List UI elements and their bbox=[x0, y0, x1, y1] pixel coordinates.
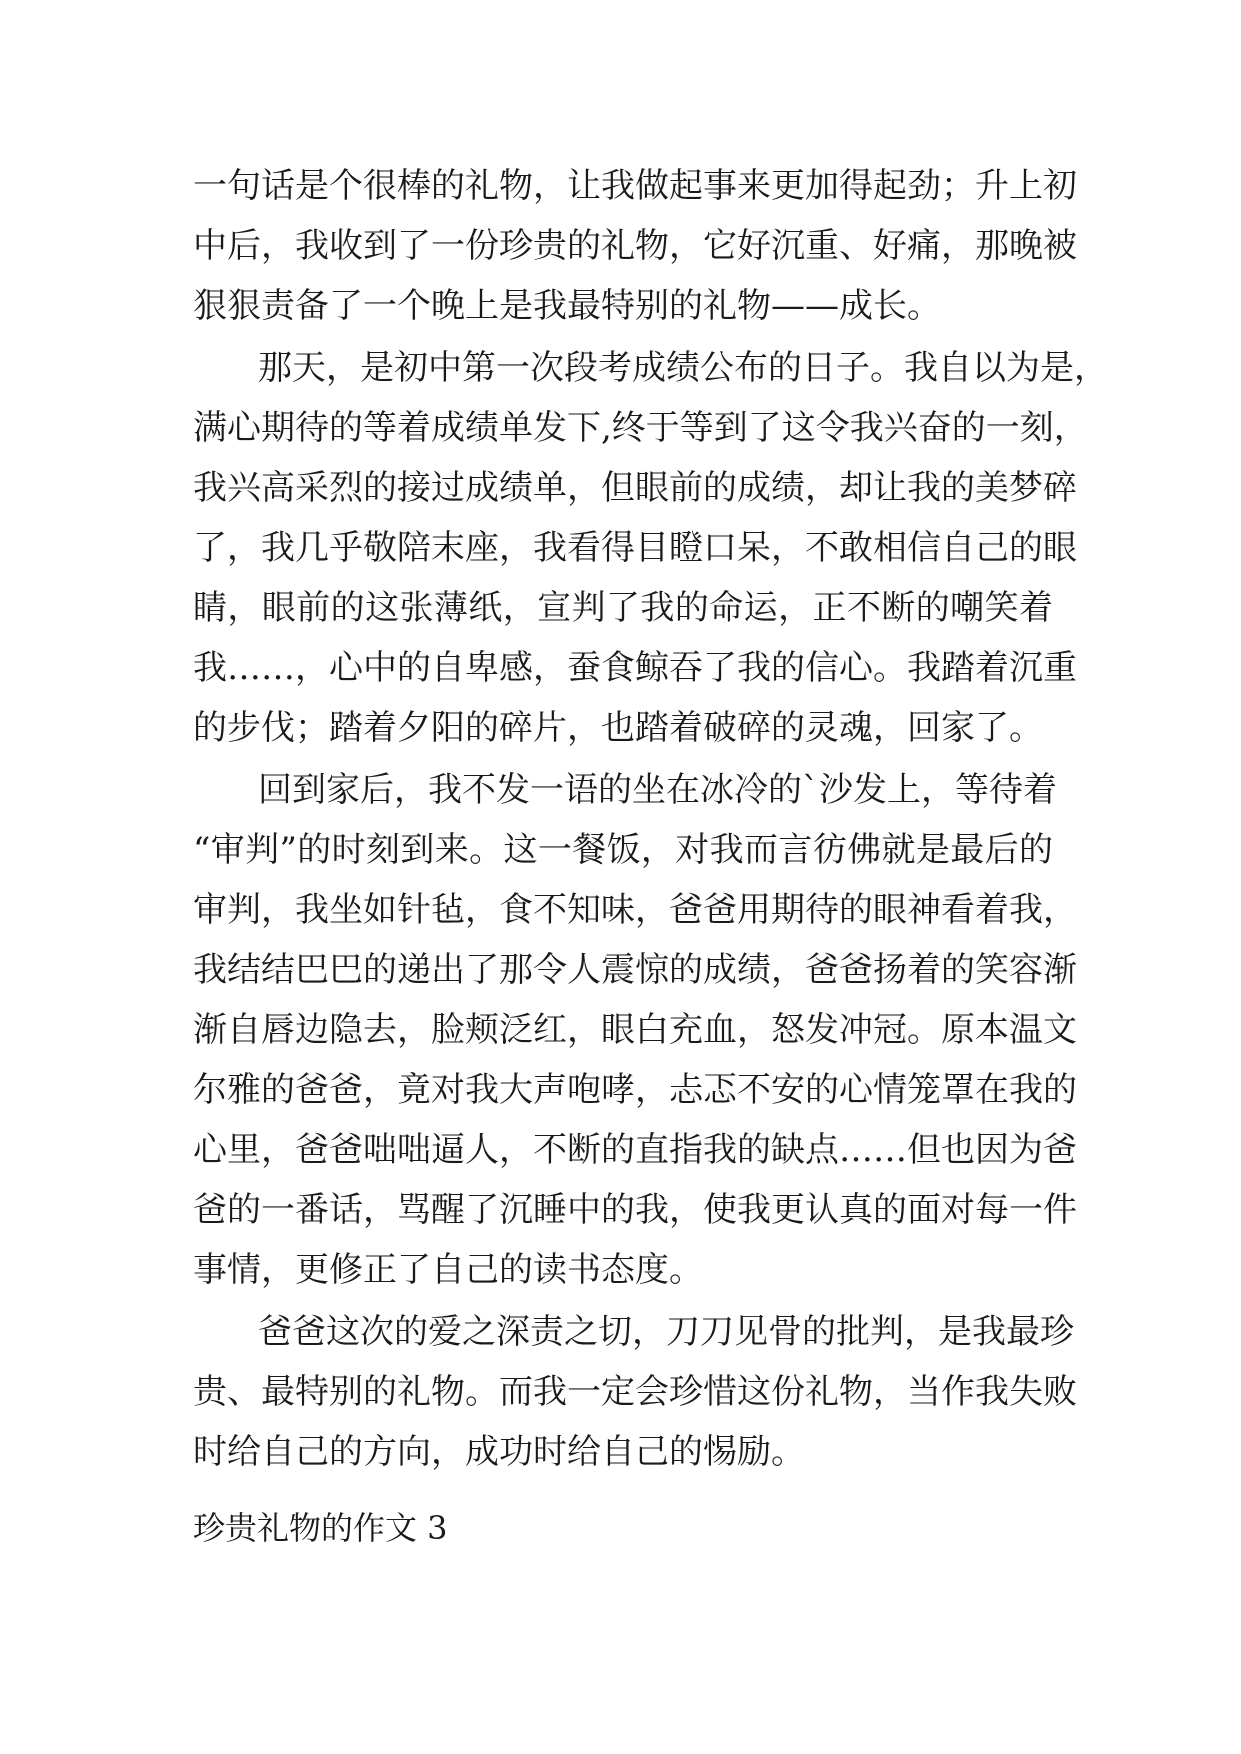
paragraph-3-line-7: 心里，爸爸咄咄逼人，不断的直指我的缺点……但也因为爸 bbox=[193, 1130, 1077, 1170]
paragraph-3-line-4: 我结结巴巴的递出了那令人震惊的成绩，爸爸扬着的笑容渐 bbox=[193, 950, 1077, 990]
paragraph-2-line-4: 了，我几乎敬陪末座，我看得目瞪口呆，不敢相信自己的眼 bbox=[193, 528, 1077, 568]
paragraph-3-line-6: 尔雅的爸爸，竟对我大声咆哮，忐忑不安的心情笼罩在我的 bbox=[193, 1070, 1077, 1110]
paragraph-3-line-3: 审判，我坐如针毡，食不知味，爸爸用期待的眼神看着我， bbox=[193, 890, 1077, 930]
paragraph-2-line-3: 我兴高采烈的接过成绩单，但眼前的成绩，却让我的美梦碎 bbox=[193, 468, 1077, 508]
paragraph-3-line-9: 事情，更修正了自己的读书态度。 bbox=[193, 1250, 703, 1290]
paragraph-4-line-1: 爸爸这次的爱之深责之切，刀刀见骨的批判，是我最珍 bbox=[258, 1312, 1074, 1352]
paragraph-2-line-5: 睛，眼前的这张薄纸，宣判了我的命运，正不断的嘲笑着 bbox=[193, 588, 1053, 628]
paragraph-2-line-1: 那天，是初中第一次段考成绩公布的日子。我自以为是， bbox=[258, 348, 1108, 388]
paragraph-3-line-8: 爸的一番话，骂醒了沉睡中的我，使我更认真的面对每一件 bbox=[193, 1190, 1077, 1230]
paragraph-1-line-2: 中后，我收到了一份珍贵的礼物，它好沉重、好痛，那晚被 bbox=[193, 226, 1077, 266]
paragraph-2-line-2: 满心期待的等着成绩单发下,终于等到了这令我兴奋的一刻， bbox=[193, 408, 1088, 448]
paragraph-4-line-2: 贵、最特别的礼物。而我一定会珍惜这份礼物，当作我失败 bbox=[193, 1372, 1077, 1412]
paragraph-3-line-1: 回到家后，我不发一语的坐在冰冷的`沙发上，等待着 bbox=[258, 770, 1057, 810]
paragraph-2-line-6: 我……，心中的自卑感，蚕食鲸吞了我的信心。我踏着沉重 bbox=[193, 648, 1077, 688]
paragraph-4-line-3: 时给自己的方向，成功时给自己的惕励。 bbox=[193, 1432, 805, 1472]
paragraph-3-line-2: “审判”的时刻到来。这一餐饭，对我而言彷佛就是最后的 bbox=[193, 830, 1053, 870]
paragraph-1-line-1: 一句话是个很棒的礼物，让我做起事来更加得起劲；升上初 bbox=[193, 166, 1077, 206]
paragraph-3-line-5: 渐自唇边隐去，脸颊泛红，眼白充血，怒发冲冠。原本温文 bbox=[193, 1010, 1077, 1050]
section-heading: 珍贵礼物的作文 3 bbox=[193, 1509, 448, 1547]
paragraph-1-line-3: 狠狠责备了一个晚上是我最特别的礼物——成长。 bbox=[193, 286, 941, 326]
paragraph-2-line-7: 的步伐；踏着夕阳的碎片，也踏着破碎的灵魂，回家了。 bbox=[193, 708, 1043, 748]
